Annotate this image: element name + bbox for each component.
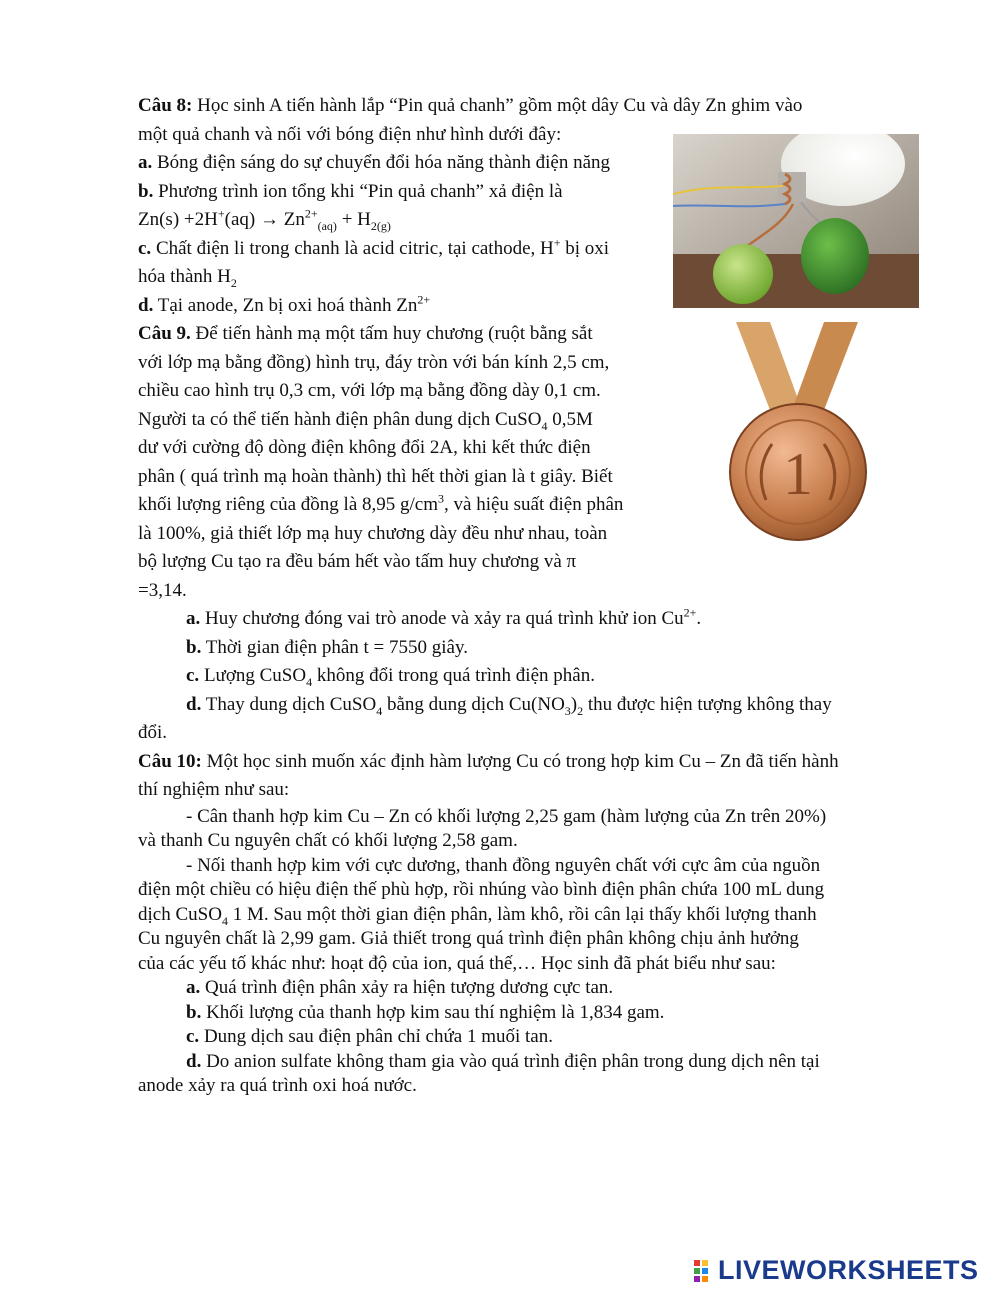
q8-equation: $Zn(s) +2H^+(aq) \to Zn^{2+}_{(aq)} + H_{2(g)}$ xyxy=(138,206,391,233)
q10-option-c: c. Dung dịch sau điện phân chỉ chứa 1 muối tan. xyxy=(186,1026,553,1047)
q10-option-d: d. Do anion sulfate không tham gia vào quá trình điện phân trong dung dịch nên tại xyxy=(186,1050,820,1072)
q9-option-c: c. Lượng CuSO$_4$ không đổi trong quá trình điện phân. xyxy=(186,665,595,689)
q8-option-a: a. Bóng điện sáng do sự chuyển đổi hóa năng thành điện năng xyxy=(138,152,611,173)
q8-intro-line1: Câu 8: Học sinh A tiến hành lắp “Pin quả chanh” gồm một dây Cu và dây Zn ghim vào xyxy=(138,95,803,116)
q9-line5: dư với cường độ dòng điện không đổi 2A, khi kết thức điện xyxy=(138,437,591,458)
logo-square-icon xyxy=(702,1268,708,1274)
q8-option-c: c. Chất điện li trong chanh là acid citric, tại cathode, H+ bị oxi xyxy=(138,235,610,259)
q10-option-d-cont: anode xảy ra quá trình oxi hoá nước. xyxy=(138,1075,417,1096)
q9-line3: chiều cao hình trụ 0,3 cm, với lớp mạ bằng đồng dày 0,1 cm. xyxy=(138,380,601,401)
q8-option-d: d. Tại anode, Zn bị oxi hoá thành $Zn^{2+}$ xyxy=(138,292,431,316)
lemon-battery-photo xyxy=(673,134,919,308)
table-surface xyxy=(673,254,919,308)
q9-option-d: d. Thay dung dịch CuSO$_4$ bằng dung dịch $Cu(NO_3)_2$ thu được hiện tượng không thay xyxy=(186,693,832,718)
q10-para2-line5: của các yếu tố khác như: hoạt độ của ion, quá thế,… Học sinh đã phát biểu như sau: xyxy=(138,952,776,974)
q10-option-b: b. Khối lượng của thanh hợp kim sau thí nghiệm là 1,834 gam. xyxy=(186,1001,665,1023)
logo-square-icon xyxy=(694,1276,700,1282)
logo-square-icon xyxy=(702,1260,708,1266)
lime xyxy=(801,218,869,294)
medal-number: 1 xyxy=(783,441,813,507)
medal-image xyxy=(718,322,888,544)
q9-line6: phân ( quá trình mạ hoàn thành) thì hết thời gian là t giây. Biết xyxy=(138,465,613,487)
q8-option-b: b. Phương trình ion tổng khi “Pin quả chanh” xả điện là xyxy=(138,180,563,202)
arrow-icon: → xyxy=(259,209,279,230)
lemon xyxy=(713,244,773,304)
q8-label: Câu 8: xyxy=(138,95,193,116)
q8-option-c-cont: hóa thành $H_2$ xyxy=(138,266,237,290)
q10-option-a: a. Quá trình điện phân xảy ra hiện tượng dương cực tan. xyxy=(186,977,614,998)
q10-para2-line3: dịch CuSO$_4$ 1 M. Sau một thời gian điện phân, làm khô, rồi cân lại thấy khối lượng thanh xyxy=(138,903,817,928)
q9-option-a: a. Huy chương đóng vai trò anode và xảy ra quá trình khử ion $Cu^{2+}$. xyxy=(186,605,702,629)
q9-line8: là 100%, giả thiết lớp mạ huy chương dày đều như nhau, toàn xyxy=(138,522,608,544)
q10-para2-line4: Cu nguyên chất là 2,99 gam. Giả thiết trong quá trình điện phân không chịu ảnh hưởng xyxy=(138,928,799,949)
q9-line7: khối lượng riêng của đồng là 8,95 $g/cm^3$, và hiệu suất điện phân xyxy=(138,491,624,515)
q10-para2-line1: - Nối thanh hợp kim với cực dương, thanh đồng nguyên chất với cực âm của nguồn xyxy=(186,854,821,876)
q10-para1-line1: - Cân thanh hợp kim Cu – Zn có khối lượng 2,25 gam (hàm lượng của Zn trên 20%) xyxy=(186,805,827,827)
q9-line10: =3,14. xyxy=(138,579,187,601)
q10-line1: Câu 10: Một học sinh muốn xác định hàm lượng Cu có trong hợp kim Cu – Zn đã tiến hành xyxy=(138,750,839,772)
q10-para2-line2: điện một chiều có hiệu điện thế phù hợp, rồi nhúng vào bình điện phân chứa 100 mL dung xyxy=(138,879,825,900)
q8-intro-line2: một quả chanh và nối với bóng điện như hình dưới đây: xyxy=(138,123,562,145)
q9-line1: Câu 9. Để tiến hành mạ một tấm huy chương (ruột bằng sắt xyxy=(138,323,593,344)
q10-body xyxy=(138,805,910,1099)
logo-square-icon xyxy=(694,1260,700,1266)
q10-line2: thí nghiệm như sau: xyxy=(138,779,290,800)
q9-line4: Người ta có thể tiến hành điện phân dung dịch CuSO$_4$ 0,5M xyxy=(138,408,593,433)
q9-option-b: b. Thời gian điện phân t = 7550 giây. xyxy=(186,636,468,658)
liveworksheets-logo xyxy=(692,1254,992,1286)
q9-line2: với lớp mạ bằng đồng) hình trụ, đáy tròn với bán kính 2,5 cm, xyxy=(138,351,610,373)
logo-text: LIVEWORKSHEETS xyxy=(718,1255,979,1285)
q9-line9: bộ lượng Cu tạo ra đều bám hết vào tấm huy chương và π xyxy=(138,551,577,572)
logo-square-icon xyxy=(702,1276,708,1282)
q9-label: Câu 9. xyxy=(138,323,191,344)
logo-square-icon xyxy=(694,1268,700,1274)
q10-label: Câu 10: xyxy=(138,750,202,772)
q9-option-d-cont: đổi. xyxy=(138,722,168,743)
q10-para1-line2: và thanh Cu nguyên chất có khối lượng 2,58 gam. xyxy=(138,830,518,851)
